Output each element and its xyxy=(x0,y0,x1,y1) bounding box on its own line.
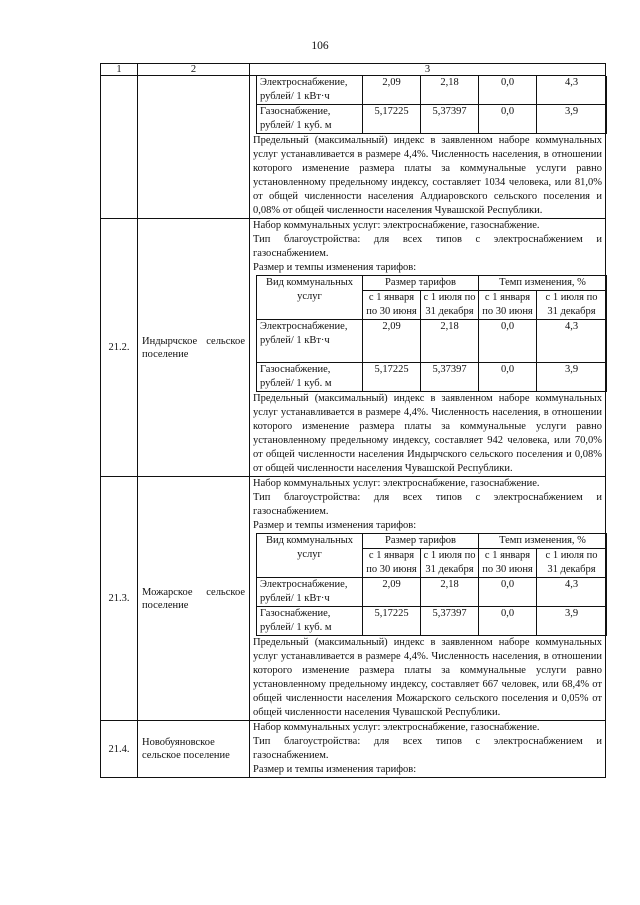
settlement-name: Можарское сельское поселение xyxy=(142,586,245,611)
table-row xyxy=(101,477,606,721)
row-name-cell xyxy=(138,219,250,477)
improvement-type-text: Тип благоустройства: для всех типов с электроснабжением и газоснабжением. xyxy=(253,736,602,761)
tariff-value: 2,09 xyxy=(363,320,421,363)
services-set-text: Набор коммунальных услуг: электроснабжение, газоснабжение. xyxy=(253,220,540,231)
rate-value: 4,3 xyxy=(537,76,607,105)
improvement-type-text: Тип благоустройства: для всех типов с электроснабжением и газоснабжением. xyxy=(253,234,602,259)
row-content-cell xyxy=(250,219,606,477)
service-name: Электроснабжение, рублей/ 1 кВт·ч xyxy=(257,320,363,363)
index-paragraph: Предельный (максимальный) индекс в заявленном наборе коммунальных услуг устанавливается в размере 4,4%. Численность населения, в отношении которого изменение размера платы за коммунальные услуги равно установленному предельному индексу, составляет 942 человека, или 70,0% от общей численности населения Индырчского сельского поселения и 0,08% от общей численности населения Чувашской Республики. xyxy=(253,393,602,474)
tariff-subtable xyxy=(256,275,607,392)
service-row xyxy=(257,607,607,636)
service-name: Газоснабжение, рублей/ 1 куб. м xyxy=(257,607,363,636)
row-name-cell xyxy=(138,76,250,219)
row-name-cell xyxy=(138,477,250,721)
table-row xyxy=(101,219,606,477)
rate-value: 0,0 xyxy=(479,578,537,607)
period-header: с 1 июля по 31 декабря xyxy=(537,291,607,320)
table-header-row xyxy=(101,64,606,76)
header-col-2: 2 xyxy=(138,64,250,76)
header-col-1: 1 xyxy=(101,64,138,76)
service-row xyxy=(257,320,607,363)
rate-value: 3,9 xyxy=(537,363,607,392)
service-col-header: Вид коммунальных услуг xyxy=(257,276,363,320)
service-row xyxy=(257,578,607,607)
tariff-value: 5,37397 xyxy=(421,105,479,134)
tariff-value: 2,09 xyxy=(363,76,421,105)
tariff-value: 2,18 xyxy=(421,76,479,105)
row-number-cell xyxy=(101,477,138,721)
tariff-table xyxy=(100,63,606,778)
services-set-text: Набор коммунальных услуг: электроснабжение, газоснабжение. xyxy=(253,478,540,489)
service-row xyxy=(257,76,607,105)
row-number-cell xyxy=(101,219,138,477)
tariff-value: 2,09 xyxy=(363,578,421,607)
row-content-cell xyxy=(250,721,606,778)
rate-value: 4,3 xyxy=(537,578,607,607)
period-header: с 1 января по 30 июня xyxy=(363,549,421,578)
services-set-text: Набор коммунальных услуг: электроснабжение, газоснабжение. xyxy=(253,722,540,733)
period-header: с 1 января по 30 июня xyxy=(479,291,537,320)
table-row xyxy=(101,721,606,778)
index-paragraph: Предельный (максимальный) индекс в заявленном наборе коммунальных услуг устанавливается в размере 4,4%. Численность населения, в отношении которого изменение размера платы за коммунальные услуги равно установленному предельному индексу, составляет 667 человек, или 68,4% от общей численности населения Можарского сельского поселения и 0,05% от общей численности населения Чувашской Республики. xyxy=(253,637,602,718)
table-row-continuation xyxy=(101,76,606,219)
row-name-cell xyxy=(138,721,250,778)
tariff-value: 5,37397 xyxy=(421,363,479,392)
tariff-rate-header: Темп изменения, % xyxy=(479,276,607,291)
row-content-cell xyxy=(250,76,606,219)
rate-value: 0,0 xyxy=(479,76,537,105)
period-header: с 1 июля по 31 декабря xyxy=(421,549,479,578)
tariff-size-heading: Размер и темпы изменения тарифов: xyxy=(253,520,417,531)
tariff-size-heading: Размер и темпы изменения тарифов: xyxy=(253,764,417,775)
service-name: Газоснабжение, рублей/ 1 куб. м xyxy=(257,105,363,134)
tariff-value: 2,18 xyxy=(421,578,479,607)
row-number: 21.2. xyxy=(108,342,130,353)
rate-value: 4,3 xyxy=(537,320,607,363)
service-col-header: Вид коммунальных услуг xyxy=(257,534,363,578)
period-header: с 1 января по 30 июня xyxy=(479,549,537,578)
period-header: с 1 января по 30 июня xyxy=(363,291,421,320)
tariff-subtable xyxy=(256,76,607,134)
rate-value: 0,0 xyxy=(479,105,537,134)
tariff-size-header: Размер тарифов xyxy=(363,276,479,291)
service-name: Электроснабжение, рублей/ 1 кВт·ч xyxy=(257,578,363,607)
settlement-name: Новобуяновское сельское поселение xyxy=(142,737,230,761)
row-number-cell xyxy=(101,76,138,219)
period-header: с 1 июля по 31 декабря xyxy=(421,291,479,320)
tariff-size-header: Размер тарифов xyxy=(363,534,479,549)
tariff-size-heading: Размер и темпы изменения тарифов: xyxy=(253,262,417,273)
row-content-cell xyxy=(250,477,606,721)
tariff-subtable xyxy=(256,533,607,636)
tariff-value: 5,37397 xyxy=(421,607,479,636)
row-number: 21.3. xyxy=(108,593,130,604)
tariff-value: 5,17225 xyxy=(363,607,421,636)
service-name: Газоснабжение, рублей/ 1 куб. м xyxy=(257,363,363,392)
page-number: 106 xyxy=(311,40,329,52)
row-number-cell xyxy=(101,721,138,778)
rate-value: 0,0 xyxy=(479,320,537,363)
header-col-3: 3 xyxy=(250,64,606,76)
service-row xyxy=(257,105,607,134)
row-number: 21.4. xyxy=(108,743,130,755)
service-row xyxy=(257,363,607,392)
tariff-rate-header: Темп изменения, % xyxy=(479,534,607,549)
rate-value: 3,9 xyxy=(537,607,607,636)
service-name: Электроснабжение, рублей/ 1 кВт·ч xyxy=(257,76,363,105)
rate-value: 3,9 xyxy=(537,105,607,134)
tariff-value: 5,17225 xyxy=(363,105,421,134)
settlement-name: Индырчское сельское поселение xyxy=(142,335,245,360)
rate-value: 0,0 xyxy=(479,607,537,636)
tariff-value: 5,17225 xyxy=(363,363,421,392)
tariff-value: 2,18 xyxy=(421,320,479,363)
index-paragraph: Предельный (максимальный) индекс в заявленном наборе коммунальных услуг устанавливается в размере 4,4%. Численность населения, в отношении которого изменение размера платы за коммунальные услуги равно установленному предельному индексу, составляет 1034 человека, или 81,0% от общей численности населения Алдиаровского сельского поселения и 0,08% от общей численности населения Чувашской Республики. xyxy=(253,135,602,216)
improvement-type-text: Тип благоустройства: для всех типов с электроснабжением и газоснабжением. xyxy=(253,492,602,517)
rate-value: 0,0 xyxy=(479,363,537,392)
period-header: с 1 июля по 31 декабря xyxy=(537,549,607,578)
